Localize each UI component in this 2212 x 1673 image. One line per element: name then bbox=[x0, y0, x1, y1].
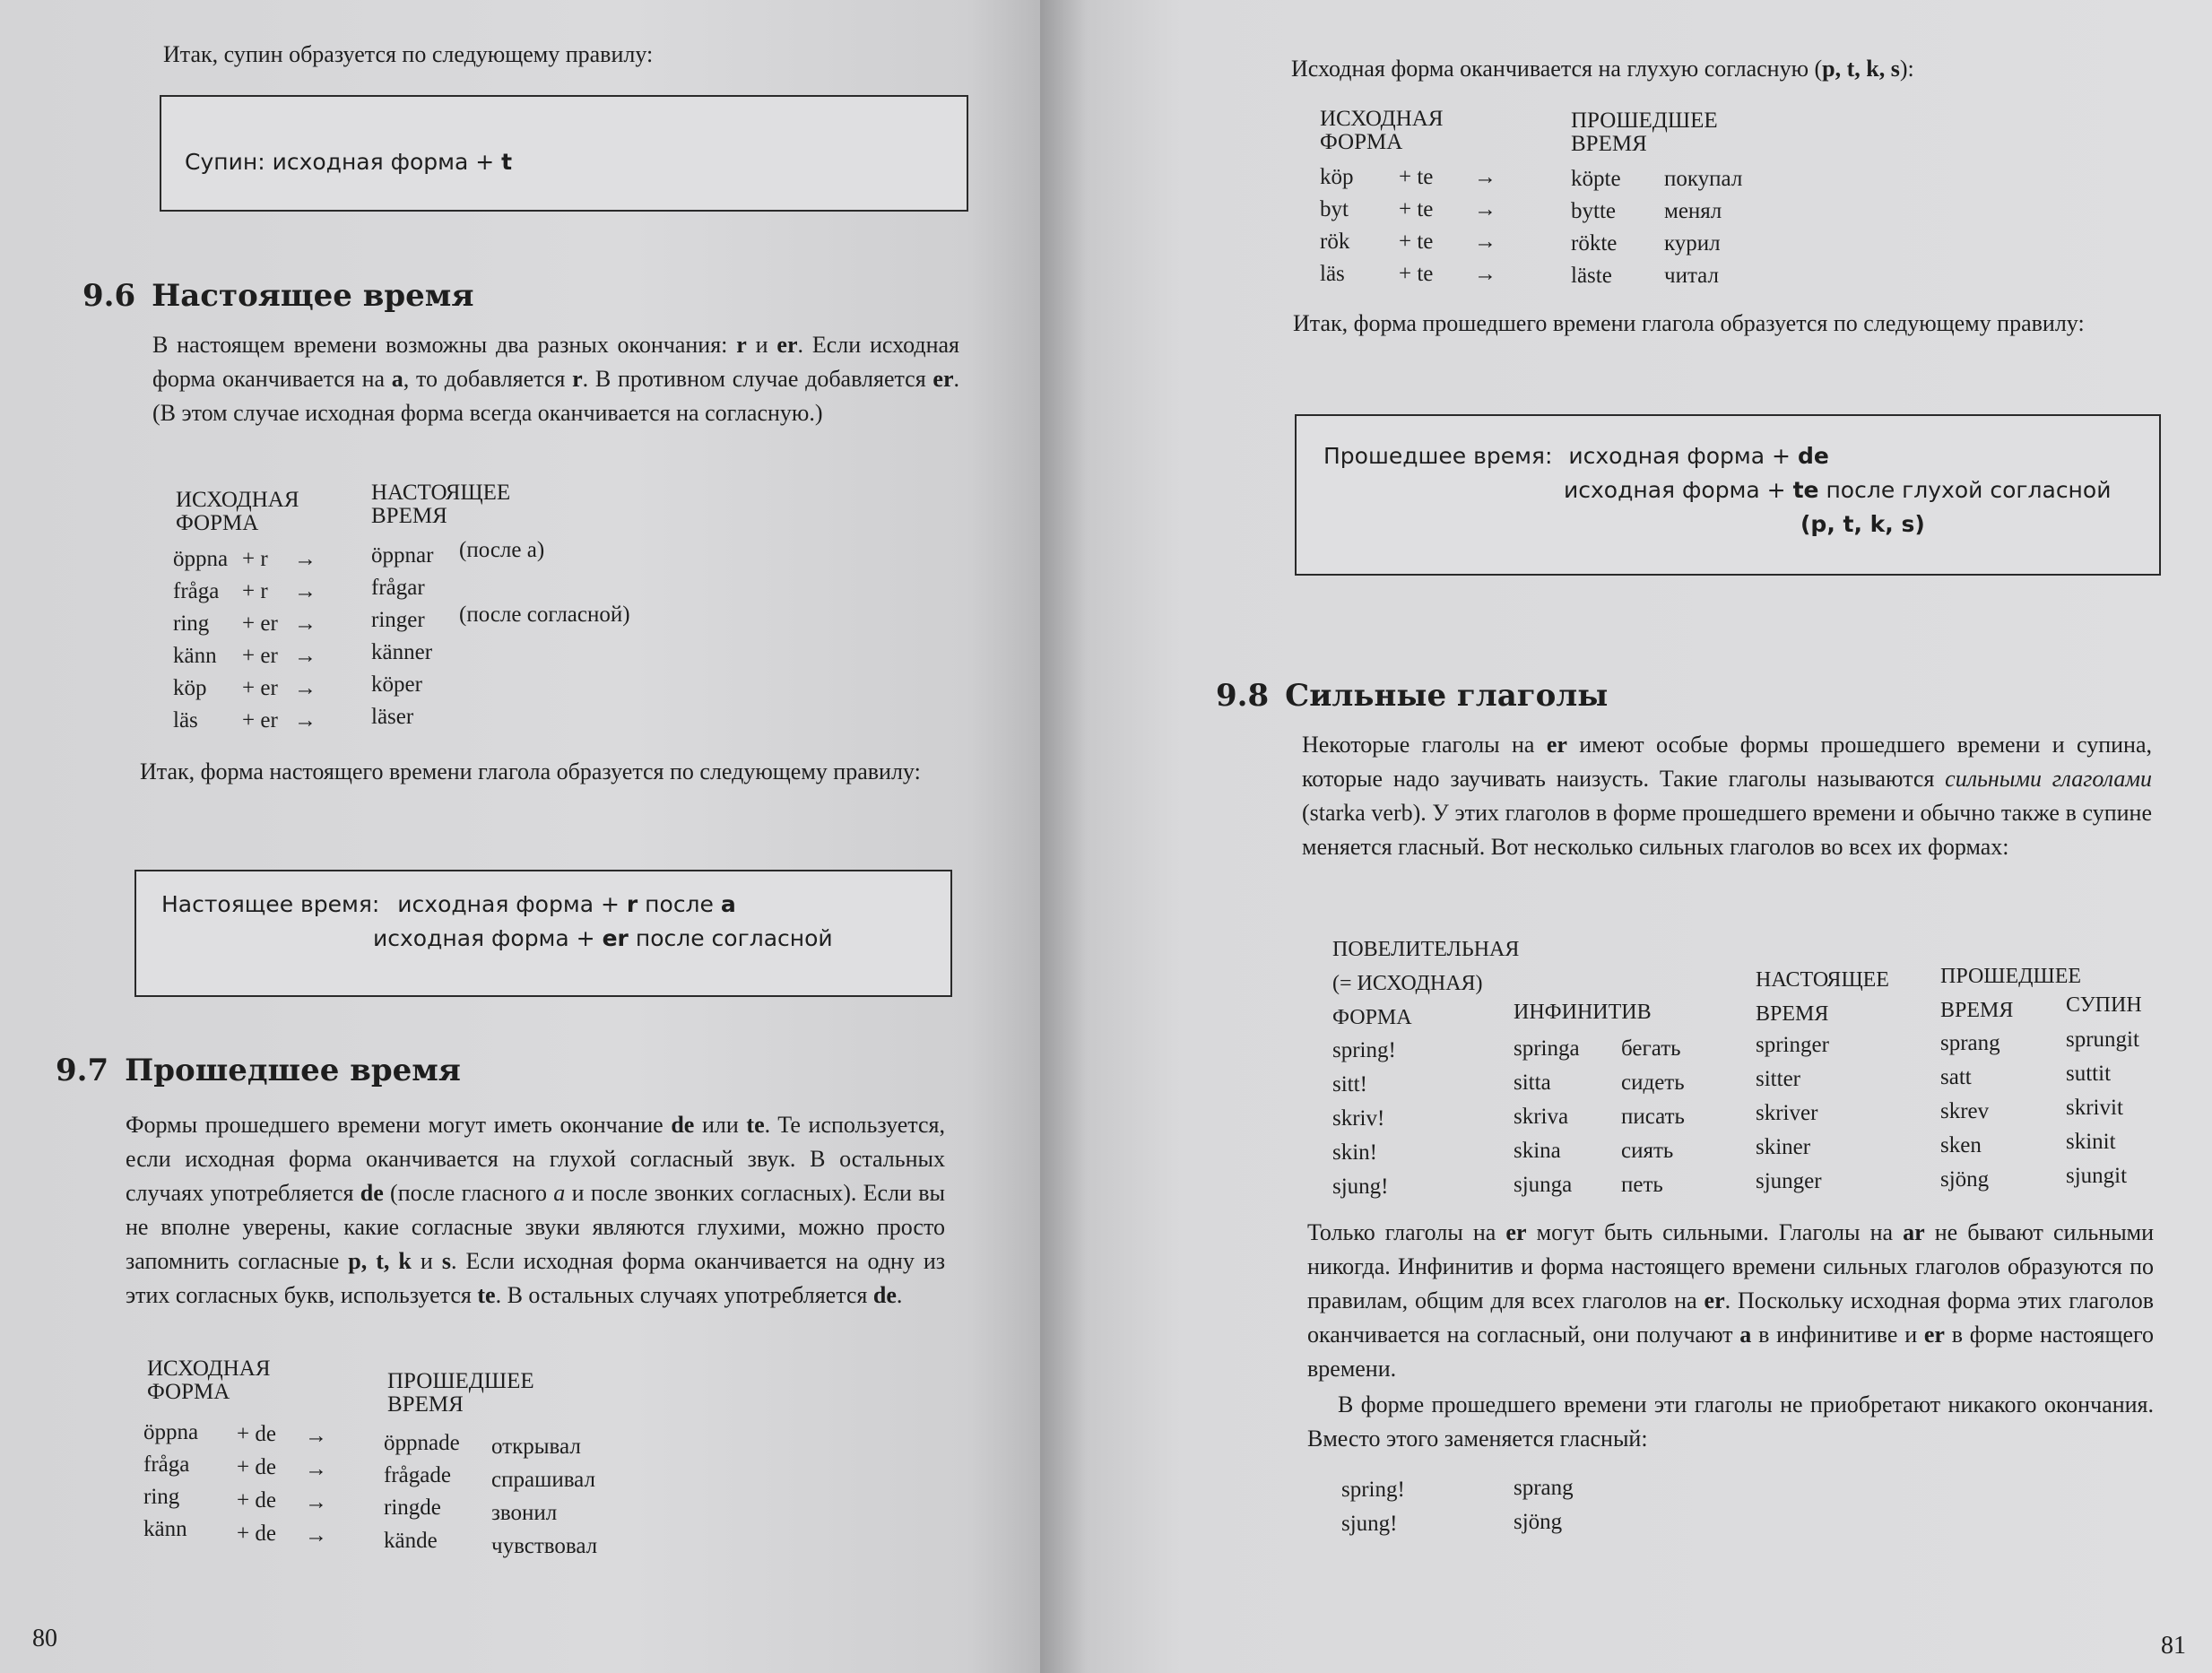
section-number: 9.7 bbox=[56, 1053, 109, 1088]
strong-header-present: НАСТОЯЩЕЕ ВРЕМЯ bbox=[1756, 968, 1889, 1026]
page-number-right: 81 bbox=[2161, 1632, 2186, 1660]
strong-header-past: ПРОШЕДШЕЕ ВРЕМЯ bbox=[1940, 965, 2082, 1022]
past-rule-line-2: исходная форма + te после глухой согласной bbox=[1564, 477, 2112, 503]
past-table-header-form: ПРОШЕДШЕЕ ВРЕМЯ bbox=[387, 1369, 534, 1417]
section-title: Сильные глаголы bbox=[1285, 678, 1609, 714]
past-rule-line-3: (p, t, k, s) bbox=[1800, 511, 1925, 537]
section-number: 9.6 bbox=[82, 278, 136, 314]
section-number: 9.8 bbox=[1216, 678, 1270, 714]
past-rule-box bbox=[1295, 414, 2161, 576]
strong-verbs-paragraph-3: В форме прошедшего времени эти глаголы не приобретают никакого окончания. Вместо этого заменяется гласный: bbox=[1307, 1391, 2154, 1452]
strong-header-supine: СУПИН bbox=[2066, 993, 2142, 1017]
present-rule-line-1: Настоящее время: исходная форма + r после a bbox=[161, 891, 736, 917]
strong-verbs-paragraph-2: Только глаголы на er могут быть сильными. Глаголы на ar не бывают сильными никогда. Инфинитив и форма настоящего времени сильных глаголов образуются по правилам, общим для всех глаголов на er. Поскольку исходная форма этих глаголов оканчивается на согласный, они получают a в инфинитиве и er в форме настоящего времени. bbox=[1307, 1219, 2155, 1382]
left-page: Итак, супин образуется по следующему правилу: Супин: исходная форма + t 9.6 Настоящее время В настоящем времени возможны два разных окончания: r и er. Если исходная форма оканчивается на a, то добавляется r. В противном случае добавляется er. (В этом случае исходная форма всегда оканчивается на согласную.) ИСХОДНАЯ ФОРМА НАСТОЯЩЕЕ ВРЕМЯ öppna + r → öppnar (после a) fråga + r → frågar ring + er → ringer (после согласной) känn + er → känner köp + er → köper läs + er → läser Итак, форма настоящего времени глагола образуется по следующему правилу: Настоящее время: исходная форма + r после a исходная форма + er после согласной 9.7 Прошедшее время Формы прошедшего времени могут иметь окончание de или te. Te используется, если исходная форма оканчивается на глухой согласный звук. В остальных случаях употребляется de (после гласного a и после звонких согласных). Если вы не вполне уверены, какие согласные звуки являются глухими, можно просто запомнить согласные p, t, k и s. Если исходная форма оканчивается на одну из этих согласных букв, используется te. В остальных случаях употребляется de. ИСХОДНАЯ ФОРМА ПРОШЕДШЕЕ ВРЕМЯ öppna + de → öppnade открывал fråga + de → frågade спрашивал ring + de → ringde звонил känn + de → kände чувствовал 80 bbox=[0, 0, 1040, 1673]
supine-rule-ending: t bbox=[501, 149, 513, 175]
supine-rule-label: Супин: bbox=[185, 149, 265, 175]
voiceless-intro: Исходная форма оканчивается на глухую согласную (p, t, k, s): bbox=[1291, 56, 1914, 82]
section-9-8-paragraph: Некоторые глаголы на er имеют особые формы прошедшего времени и супина, которые надо заучивать наизусть. Такие глаголы называются сильными глаголами (starka verb). У этих глаголов в форме прошедшего времени и обычно также в супине меняется гласный. Вот несколько сильных глаголов во всех их формах: bbox=[1302, 732, 2153, 860]
supine-rule-box bbox=[160, 95, 968, 212]
present-table-header-base: ИСХОДНАЯ ФОРМА bbox=[176, 488, 299, 535]
section-title: Прошедшее время bbox=[125, 1053, 461, 1088]
present-rule-line-2: исходная форма + er после согласной bbox=[373, 925, 833, 951]
voiceless-table-header-form: ПРОШЕДШЕЕ ВРЕМЯ bbox=[1571, 108, 1718, 156]
section-title: Настоящее время bbox=[152, 278, 474, 314]
supine-rule bbox=[185, 149, 512, 175]
present-table-header-form: НАСТОЯЩЕЕ ВРЕМЯ bbox=[371, 481, 511, 528]
supine-intro: Итак, супин образуется по следующему правилу: bbox=[163, 41, 654, 67]
strong-header-imperative: ПОВЕЛИТЕЛЬНАЯ (= ИСХОДНАЯ) ФОРМА bbox=[1332, 938, 1520, 1029]
supine-rule-text: исходная форма + bbox=[272, 149, 495, 175]
past-rule-line-1: Прошедшее время: исходная форма + de bbox=[1323, 443, 1829, 469]
section-9-6-paragraph: В настоящем времени возможны два разных окончания: r и er. Если исходная форма оканчивается на a, то добавляется r. В противном случае добавляется er. (В этом случае исходная форма всегда оканчивается на согласную.) bbox=[152, 332, 960, 426]
right-page: Исходная форма оканчивается на глухую согласную (p, t, k, s): ИСХОДНАЯ ФОРМА ПРОШЕДШЕЕ ВРЕМЯ köp + te → köpte покупал byt + te → bytte менял rök + te → rökte курил läs + te → läste читал Итак, форма прошедшего времени глагола образуется по следующему правилу: Прошедшее время: исходная форма + de исходная форма + te после глухой согласной (p, t, k, s) 9.8 Сильные глаголы Некоторые глаголы на er имеют особые формы прошедшего времени и супина, которые надо заучивать наизусть. Такие глаголы называются сильными глаголами (starka verb). У этих глаголов в форме прошедшего времени и обычно также в супине меняется гласный. Вот несколько сильных глаголов во всех их формах: ПОВЕЛИТЕЛЬНАЯ (= ИСХОДНАЯ) ФОРМА ИНФИНИТИВ НАСТОЯЩЕЕ ВРЕМЯ ПРОШЕДШЕЕ ВРЕМЯ СУПИН spring! springa бегать springer sprang sprungit sitt! sitta сидеть sitter satt suttit skriv! skriva писать skriver skrev skrivit skin! skina сиять skiner sken skinit sjung! sjunga петь sjunger sjöng sjungit Только глаголы на er могут быть сильными. Глаголы на ar не бывают сильными никогда. Инфинитив и форма настоящего времени сильных глаголов образуются по правилам, общим для всех глаголов на er. Поскольку исходная форма этих глаголов оканчивается на согласный, они получают a в инфинитиве и er в форме настоящего времени. В форме прошедшего времени эти глаголы не приобретают никакого окончания. Вместо этого заменяется гласный: spring! sprang sjung! sjöng 81 bbox=[1040, 0, 2212, 1673]
page-number-left: 80 bbox=[32, 1625, 57, 1652]
section-9-8-heading bbox=[1216, 678, 1608, 714]
section-9-7-heading bbox=[56, 1053, 461, 1088]
section-9-7-paragraph: Формы прошедшего времени могут иметь окончание de или te. Te используется, если исходная форма оканчивается на глухой согласный звук. В остальных случаях употребляется de (после гласного a и после звонких согласных). Если вы не вполне уверены, какие согласные звуки являются глухими, можно просто запомнить согласные p, t, k и s. Если исходная форма оканчивается на одну из этих согласных букв, используется te. В остальных случаях употребляется de. bbox=[126, 1112, 946, 1308]
present-conclusion: Итак, форма настоящего времени глагола образуется по следующему правилу: bbox=[140, 758, 921, 784]
strong-header-infinitive: ИНФИНИТИВ bbox=[1514, 1001, 1652, 1024]
past-table-header-base: ИСХОДНАЯ ФОРМА bbox=[147, 1357, 271, 1404]
present-rule-box bbox=[134, 870, 952, 997]
voiceless-table-header-base: ИСХОДНАЯ ФОРМА bbox=[1320, 107, 1444, 154]
section-9-6-heading bbox=[82, 278, 473, 314]
past-conclusion: Итак, форма прошедшего времени глагола образуется по следующему правилу: bbox=[1293, 310, 2085, 336]
